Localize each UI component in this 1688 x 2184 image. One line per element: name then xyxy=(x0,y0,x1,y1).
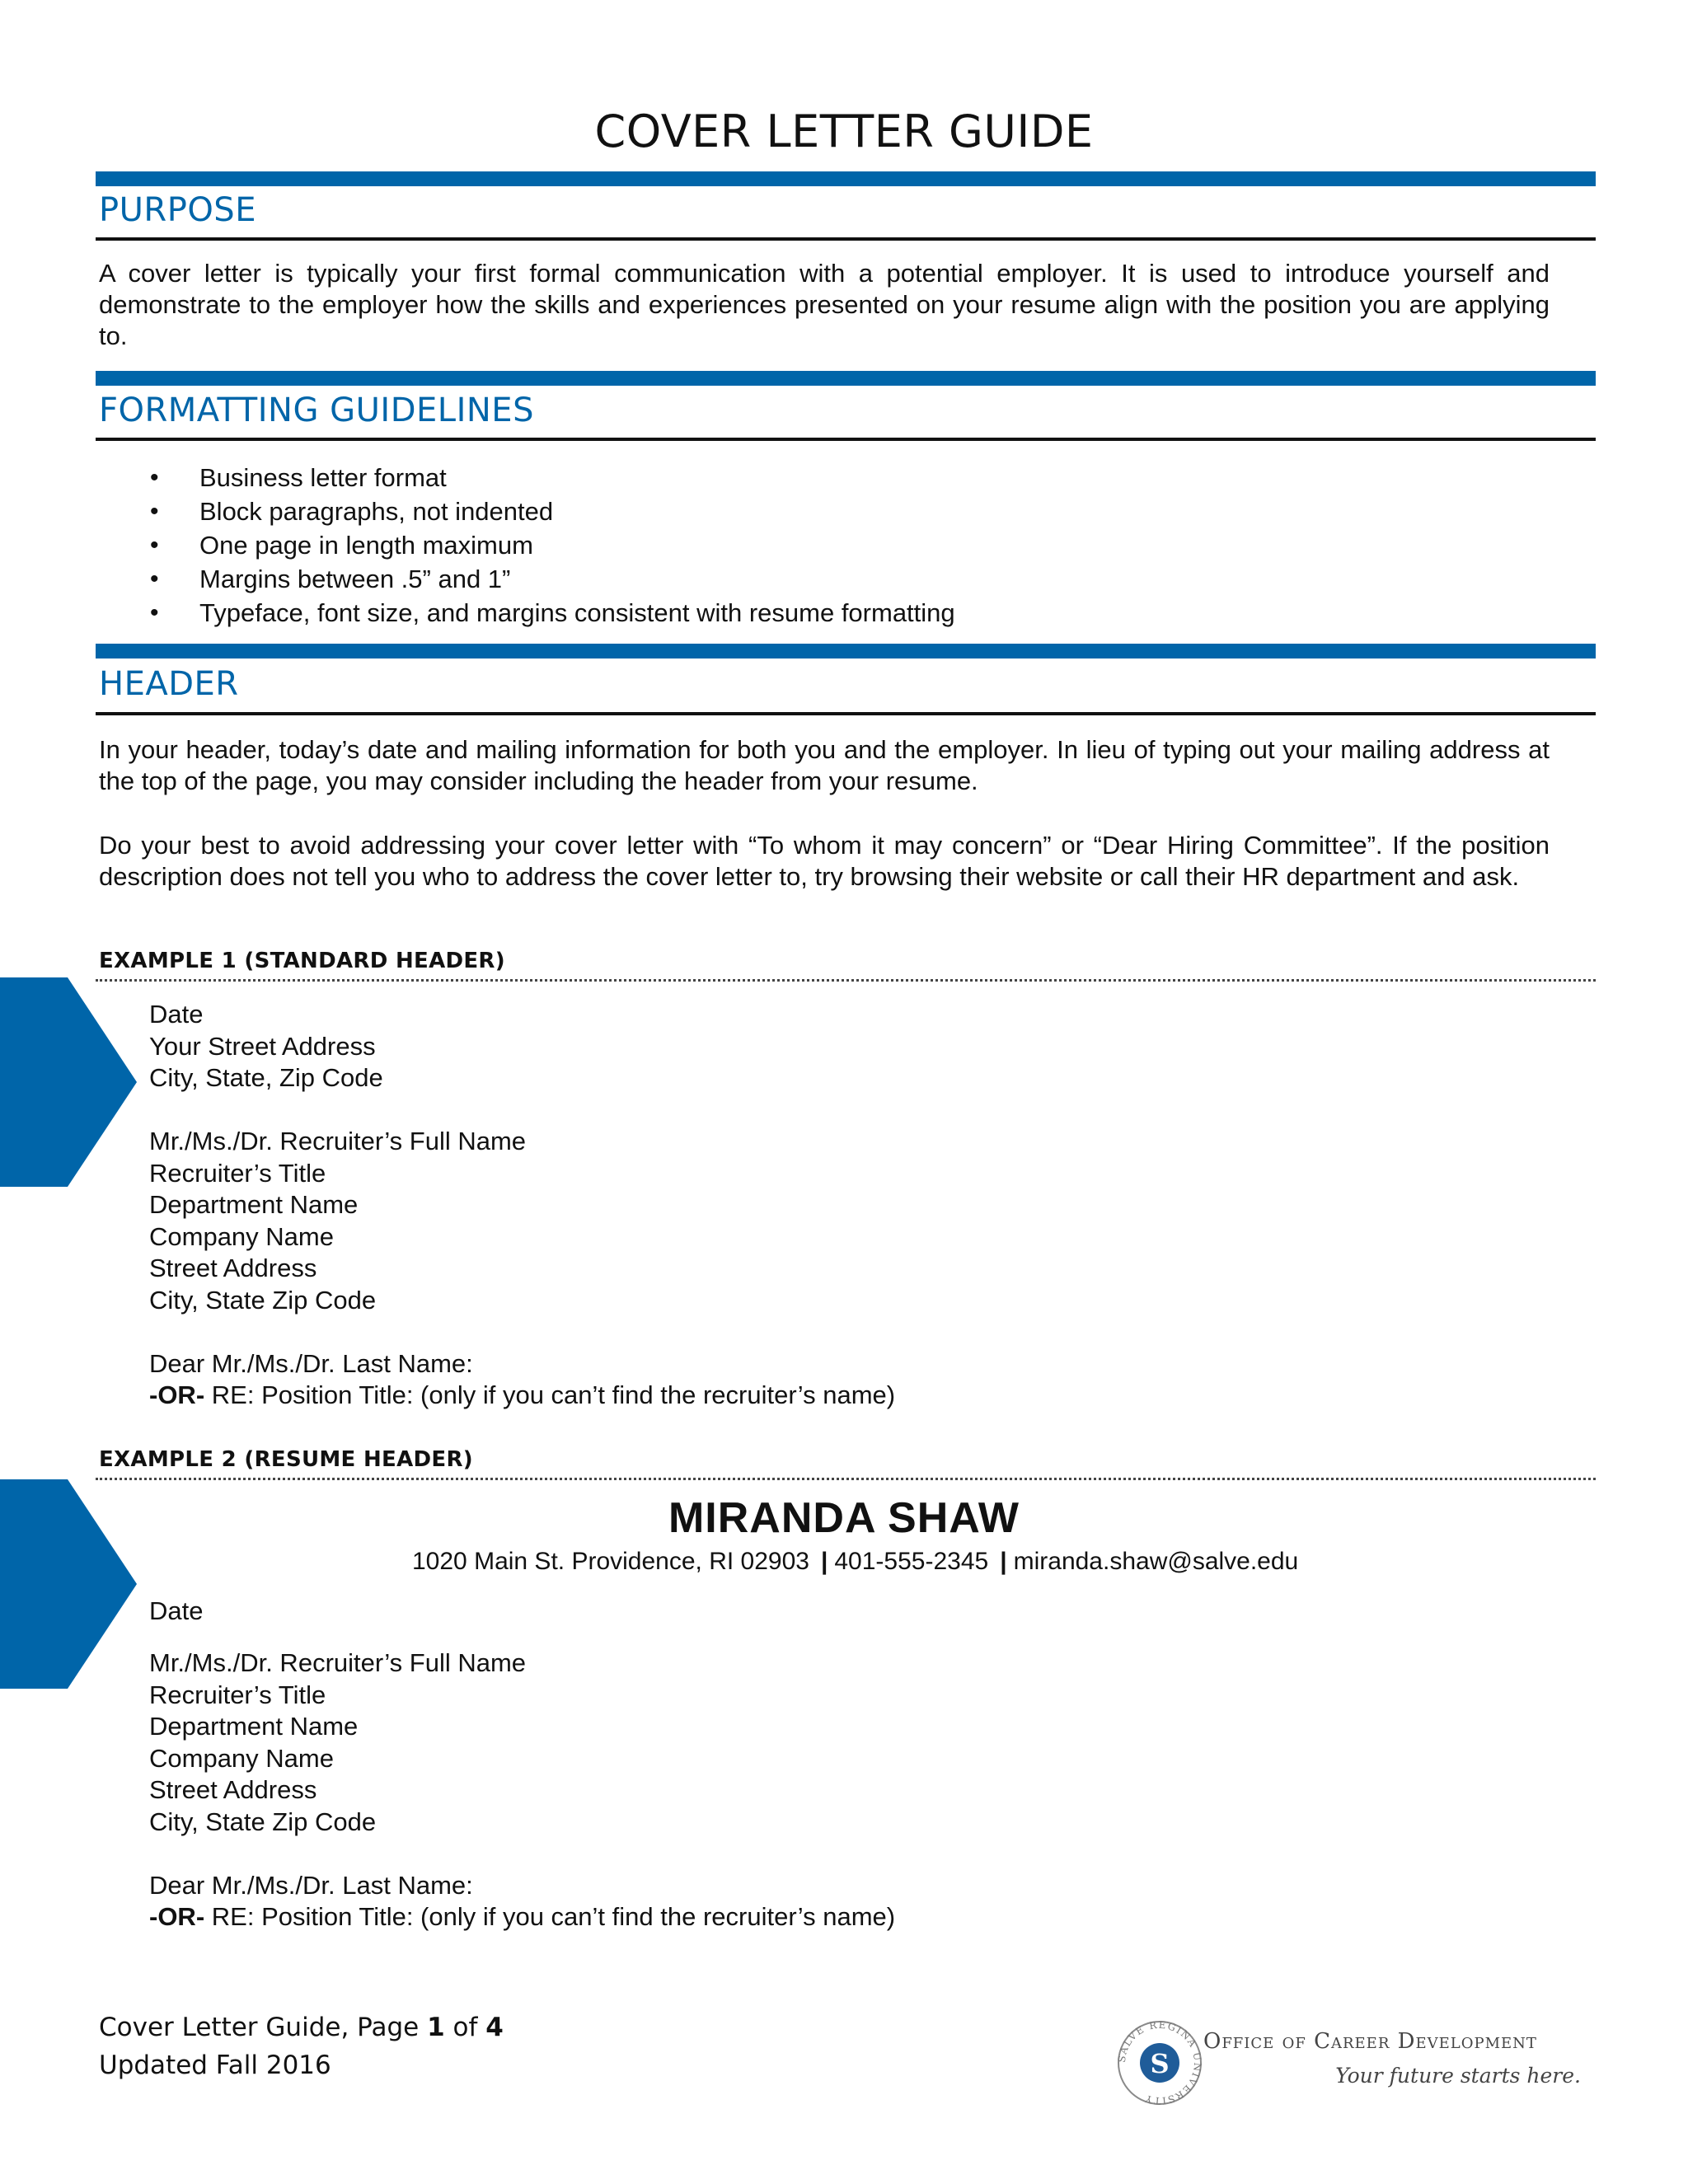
alt-salutation-line xyxy=(149,1380,895,1412)
section-rule-formatting xyxy=(96,438,1596,441)
recipient-line: Mr./Ms./Dr. Recruiter’s Full Name xyxy=(149,1127,527,1155)
recipient-line: Mr./Ms./Dr. Recruiter’s Full Name xyxy=(149,1648,527,1677)
recipient-line: City, State Zip Code xyxy=(149,1807,377,1836)
example-2-date xyxy=(149,1596,203,1628)
purpose-text: A cover letter is typically your first formal communication with a potential employer. It is used to introduce yourself and demonstrate to the employer how the skills and experiences presented on your resume align with the position you are applying to. xyxy=(99,259,1550,350)
recipient-line: Company Name xyxy=(149,1743,334,1773)
updated-date: Updated Fall 2016 xyxy=(99,2050,331,2080)
section-heading-header: HEADER xyxy=(99,665,239,703)
list-item: • One page in length maximum xyxy=(150,528,955,562)
career-office-logo xyxy=(1114,2018,1592,2110)
chevron-arrow-icon xyxy=(0,977,138,1187)
resume-name: MIRANDA SHAW xyxy=(668,1494,1020,1542)
recipient-line: Street Address xyxy=(149,1254,317,1282)
page-title: COVER LETTER GUIDE xyxy=(594,105,1094,157)
office-tagline: Your future starts here. xyxy=(1335,2064,1581,2088)
section-heading-purpose: PURPOSE xyxy=(99,191,256,229)
section-rule-header xyxy=(96,712,1596,715)
list-item: • Block paragraphs, not indented xyxy=(150,494,955,528)
section-band-purpose xyxy=(96,171,1596,186)
svg-text:SALVE REGINA UNIVERSITY: SALVE REGINA UNIVERSITY xyxy=(1115,2018,1204,2107)
resume-email: miranda.shaw@salve.edu xyxy=(1013,1548,1299,1575)
recipient-line: Department Name xyxy=(149,1190,359,1219)
resume-address: 1020 Main St. Providence, RI 02903 xyxy=(412,1548,809,1575)
recipient-line: City, State Zip Code xyxy=(149,1285,377,1315)
example-2-label: EXAMPLE 2 (RESUME HEADER) xyxy=(99,1447,473,1472)
date-line: Date xyxy=(149,1596,204,1625)
example-2-dotted-rule xyxy=(96,1478,1596,1480)
page-indicator xyxy=(99,2008,504,2046)
date-line: Date xyxy=(149,1000,204,1029)
recipient-line: Recruiter’s Title xyxy=(149,1680,326,1709)
list-item: • Business letter format xyxy=(150,461,955,494)
section-band-header xyxy=(96,644,1596,658)
recipient-line: Recruiter’s Title xyxy=(149,1158,326,1188)
university-seal-icon xyxy=(1114,2018,1205,2108)
section-rule-purpose xyxy=(96,237,1596,241)
salutation-line: Dear Mr./Ms./Dr. Last Name: xyxy=(149,1870,473,1900)
page-total: 4 xyxy=(485,2013,504,2042)
alt-salutation-text: RE: Position Title: (only if you can’t find the recruiter’s name) xyxy=(211,1380,896,1409)
example-1-letter xyxy=(149,999,895,1412)
list-item: • Typeface, font size, and margins consistent with resume formatting xyxy=(150,596,955,630)
alt-salutation-line xyxy=(149,1901,895,1933)
list-item: • Margins between .5” and 1” xyxy=(150,562,955,596)
street-line: Your Street Address xyxy=(149,1031,376,1061)
header-paragraph-1: In your header, today’s date and mailing information for both you and the employer. In lieu of typing out your mailing address at the top of the page, you may consider including the header from your resume. xyxy=(99,735,1550,795)
recipient-line: Street Address xyxy=(149,1775,317,1804)
section-heading-formatting: FORMATTING GUIDELINES xyxy=(99,391,534,429)
office-name: Office of Career Development xyxy=(1203,2029,1537,2054)
page-current: 1 xyxy=(427,2013,445,2042)
separator: | xyxy=(820,1548,828,1575)
page-prefix: Cover Letter Guide, Page xyxy=(99,2013,428,2042)
or-label: -OR- xyxy=(149,1902,205,1931)
page-of: of xyxy=(444,2013,486,2042)
example-1-label: EXAMPLE 1 (STANDARD HEADER) xyxy=(99,949,505,973)
alt-salutation-text: RE: Position Title: (only if you can’t find the recruiter’s name) xyxy=(211,1902,896,1931)
resume-phone: 401-555-2345 xyxy=(834,1548,989,1575)
recipient-line: Company Name xyxy=(149,1221,334,1251)
recipient-line: Department Name xyxy=(149,1712,359,1741)
salutation-line: Dear Mr./Ms./Dr. Last Name: xyxy=(149,1348,473,1378)
example-2-letter xyxy=(149,1647,895,1933)
or-label: -OR- xyxy=(149,1380,205,1409)
resume-contact-line xyxy=(412,1548,1298,1576)
section-band-formatting xyxy=(96,371,1596,386)
example-1-dotted-rule xyxy=(96,979,1596,982)
header-paragraph-2: Do your best to avoid addressing your cover letter with “To whom it may concern” or “Dear Hiring Committee”. If the position description does not tell you who to address the cover letter to, try browsing their website or call their HR department and ask. xyxy=(99,831,1550,891)
footer xyxy=(99,2008,504,2084)
city-line: City, State, Zip Code xyxy=(149,1063,383,1092)
formatting-list xyxy=(150,461,955,630)
svg-text:S: S xyxy=(1150,2048,1170,2079)
separator: | xyxy=(1000,1548,1007,1575)
